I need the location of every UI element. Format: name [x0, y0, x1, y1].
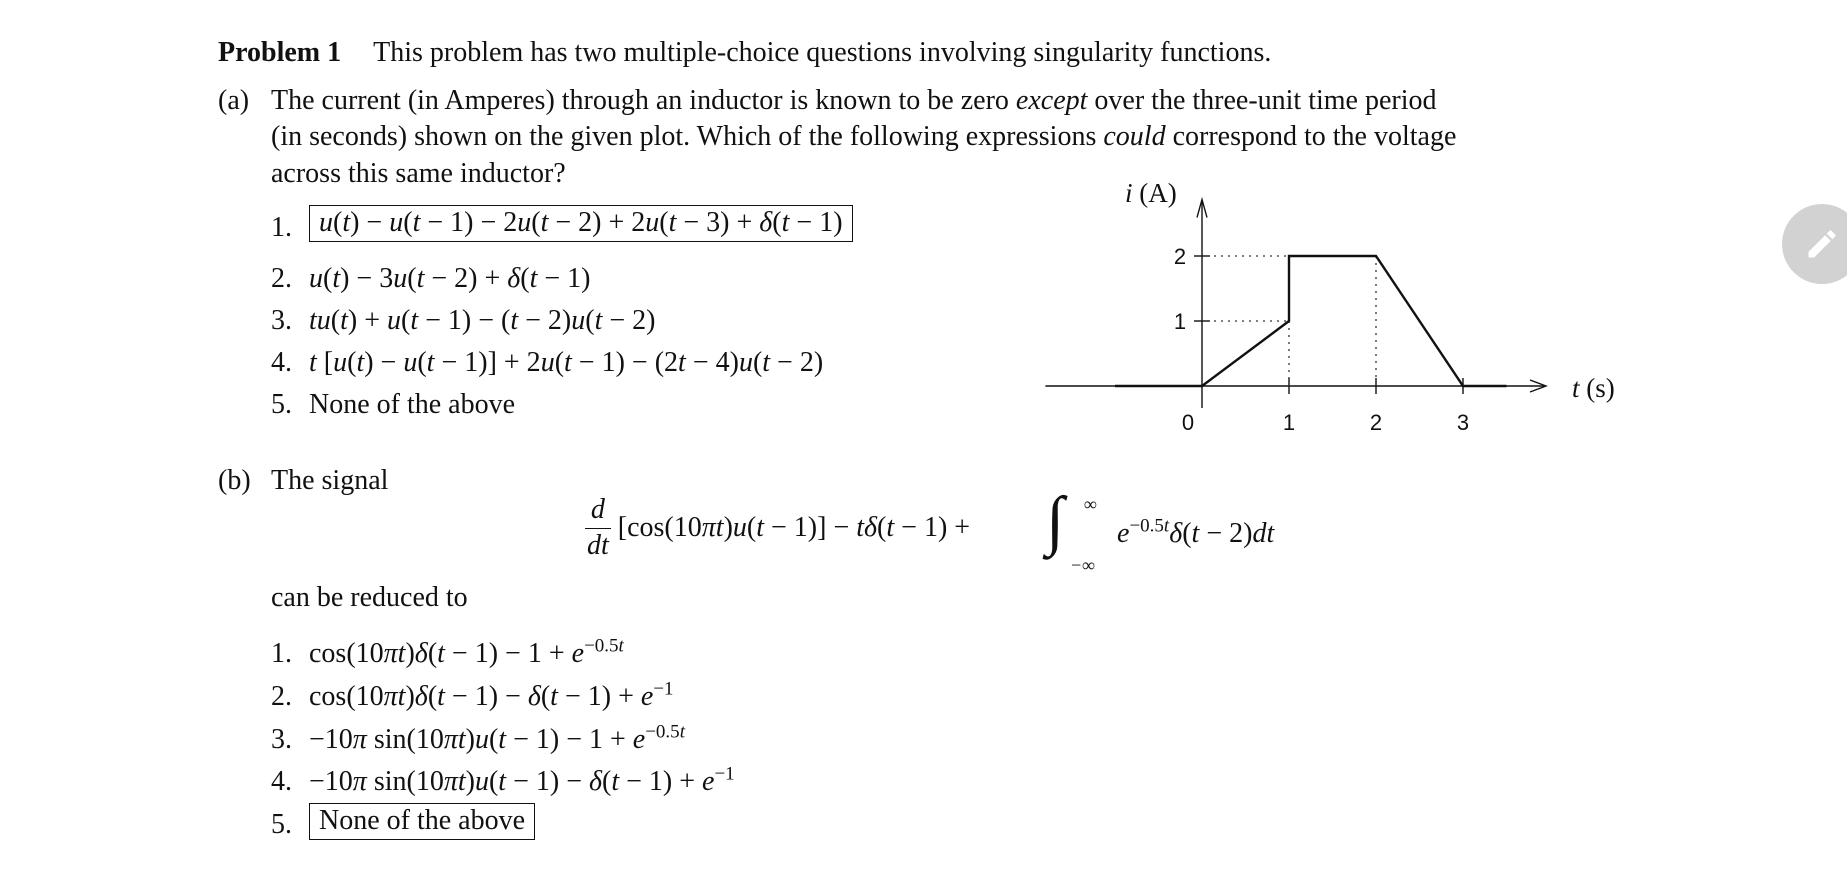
- part-a-line-1-pre: The current (in Amperes) through an inductor is known to be zero: [271, 85, 1016, 116]
- part-a-option-number: 2.: [271, 263, 292, 294]
- part-a-line-1: [271, 87, 1437, 115]
- part-a-option-number: 3.: [271, 305, 292, 336]
- part-a-line-2: [271, 123, 1456, 151]
- integrand: $e^{-0.5t}\delta(t - 2)dt$: [1117, 515, 1275, 549]
- derivative-fraction: $\frac{d}{dt}$: [587, 494, 609, 561]
- y-tick-label: 2: [1173, 244, 1187, 269]
- part-a-line-1-post: over the three-unit time period: [1087, 85, 1437, 116]
- part-a-option-4-expression: t [u(t) − u(t − 1)] + 2u(t − 1) − (2t − 4)u(t − 2): [309, 347, 824, 378]
- part-b-option-number: 1.: [271, 638, 292, 669]
- x-tick-label: 2: [1369, 410, 1383, 435]
- y-tick-label: 1: [1173, 309, 1187, 334]
- part-b-label: (b): [218, 465, 251, 496]
- part-b-option-number: 3.: [271, 724, 292, 755]
- x-tick-label: 0: [1181, 410, 1195, 435]
- part-a-line-2-pre: (in seconds) shown on the given plot. Which of the following expressions: [271, 121, 1104, 152]
- part-a-option-number: 4.: [271, 347, 292, 378]
- part-a-line-2-post: correspond to the voltage: [1165, 121, 1457, 152]
- part-a-label: (a): [218, 85, 250, 116]
- problem-label: Problem 1: [218, 37, 342, 68]
- part-b-option-1-expression: $\cos(10\pi t)\delta(t - 1) - 1 + e^{-0.5t}$: [309, 635, 624, 669]
- part-b-intro: The signal: [271, 465, 389, 496]
- x-axis-label: t (s): [1572, 373, 1615, 403]
- signal-equation: $\frac{d}{dt}$ [cos(10πt)u(t − 1)] − tδ(t − 1) +: [587, 494, 971, 561]
- part-b-option-number: 4.: [271, 766, 292, 797]
- part-b-reduced: can be reduced to: [271, 582, 468, 613]
- y-axis-label: i (A): [1125, 178, 1177, 208]
- part-b-option-2-expression: $\cos(10\pi t)\delta(t - 1) - \delta(t - 1) + e^{-1}$: [309, 678, 674, 712]
- part-b-option-3-expression: −10π $\sin(10\pi t)u(t - 1) - 1 + e^{-0.5t}$: [309, 721, 685, 755]
- edit-button[interactable]: [1782, 204, 1847, 284]
- part-a-line-3: across this same inductor?: [271, 158, 566, 189]
- problem-intro: This problem has two multiple-choice questions involving singularity functions.: [373, 37, 1272, 68]
- pencil-icon: [1804, 226, 1840, 262]
- part-a-line-2-em: could: [1103, 121, 1166, 152]
- part-a-option-3-expression: tu(t) + u(t − 1) − (t − 2)u(t − 2): [309, 305, 656, 336]
- x-tick-label: 3: [1456, 410, 1470, 435]
- part-b-option-5: None of the above: [309, 803, 535, 840]
- problem-header: [218, 39, 1271, 67]
- part-b-option-number: 5.: [271, 809, 292, 840]
- integral-sign: ∫: [1046, 484, 1065, 557]
- x-tick-label: 1: [1282, 410, 1296, 435]
- part-a-line-1-em: except: [1015, 85, 1088, 116]
- part-a-option-1-expression: u(t) − u(t − 1) − 2u(t − 2) + 2u(t − 3) + δ(t − 1): [309, 205, 853, 242]
- current-plot: [1020, 170, 1660, 450]
- part-a-option-number: 1.: [271, 212, 292, 243]
- part-b-option-4-expression: −10π $\sin(10\pi t)u(t - 1) - \delta(t - 1) + e^{-1}$: [309, 763, 735, 797]
- part-b-option-number: 2.: [271, 681, 292, 712]
- integral-upper-limit: ∞: [1084, 494, 1097, 514]
- part-a-option-5: None of the above: [309, 389, 516, 420]
- part-a-option-2-expression: u(t) − 3u(t − 2) + δ(t − 1): [309, 263, 591, 294]
- integral-lower-limit: −∞: [1070, 555, 1095, 575]
- part-a-option-number: 5.: [271, 389, 292, 420]
